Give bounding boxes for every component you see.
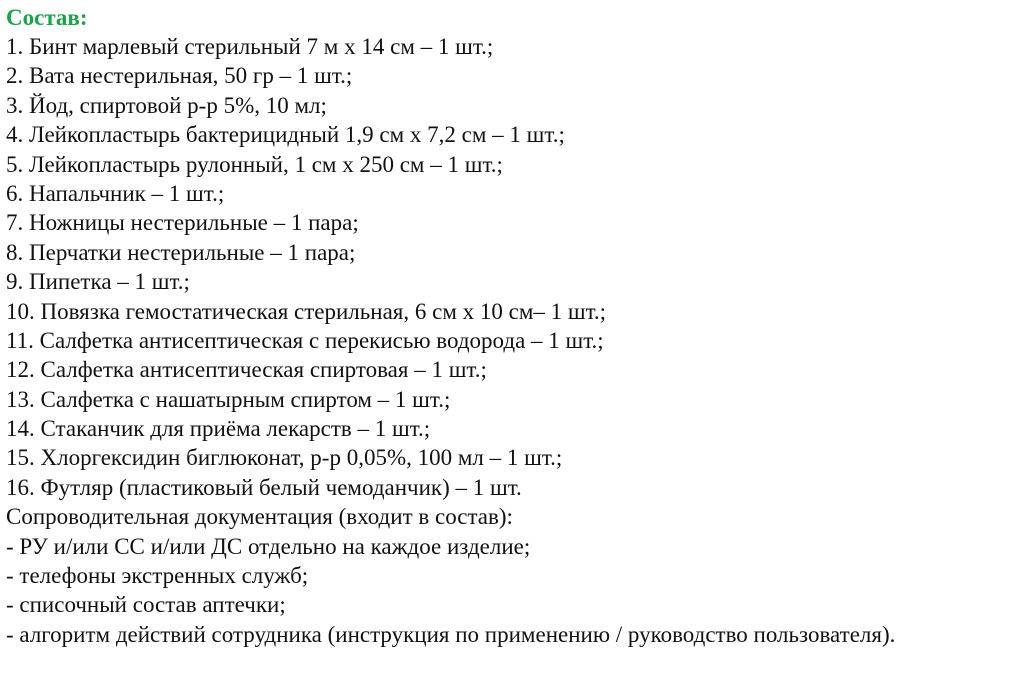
composition-item-15: 15. Хлоргексидин биглюконат, р-р 0,05%, 100 мл – 1 шт.; bbox=[6, 445, 563, 471]
composition-item-11: 11. Салфетка антисептическая с перекисью водорода – 1 шт.; bbox=[6, 327, 604, 353]
composition-item-7: 7. Ножницы нестерильные – 1 пара; bbox=[6, 210, 359, 236]
composition-item-5: 5. Лейкопластырь рулонный, 1 см х 250 см – 1 шт.; bbox=[6, 151, 503, 177]
documentation-section bbox=[6, 502, 1020, 649]
document-page bbox=[6, 4, 1020, 649]
composition-item-16: 16. Футляр (пластиковый белый чемоданчик) – 1 шт. bbox=[6, 474, 522, 500]
composition-item-1: 1. Бинт марлевый стерильный 7 м х 14 см – 1 шт.; bbox=[6, 34, 494, 59]
documentation-item-4: - алгоритм действий сотрудника (инструкция по применению / руководство пользователя). bbox=[6, 621, 896, 647]
composition-item-12: 12. Салфетка антисептическая спиртовая – 1 шт.; bbox=[6, 357, 487, 383]
documentation-item-1: - РУ и/или СС и/или ДС отдельно на каждое изделие; bbox=[6, 533, 531, 559]
composition-item-2: 2. Вата нестерильная, 50 гр – 1 шт.; bbox=[6, 63, 353, 89]
documentation-item-3: - списочный состав аптечки; bbox=[6, 592, 286, 618]
composition-item-13: 13. Салфетка с нашатырным спиртом – 1 шт.; bbox=[6, 386, 451, 412]
composition-item-14: 14. Стаканчик для приёма лекарств – 1 шт.; bbox=[6, 416, 431, 442]
composition-heading: Состав: bbox=[6, 5, 88, 30]
documentation-heading: Сопроводительная документация (входит в состав): bbox=[6, 504, 513, 530]
documentation-item-2: - телефоны экстренных служб; bbox=[6, 563, 309, 589]
composition-list bbox=[6, 32, 1020, 502]
composition-item-4: 4. Лейкопластырь бактерицидный 1,9 см х 7,2 см – 1 шт.; bbox=[6, 122, 565, 148]
composition-item-6: 6. Напальчник – 1 шт.; bbox=[6, 180, 225, 206]
composition-item-9: 9. Пипетка – 1 шт.; bbox=[6, 269, 190, 295]
composition-item-3: 3. Йод, спиртовой р-р 5%, 10 мл; bbox=[6, 92, 327, 118]
composition-item-8: 8. Перчатки нестерильные – 1 пара; bbox=[6, 239, 356, 265]
composition-item-10: 10. Повязка гемостатическая стерильная, 6 см х 10 см– 1 шт.; bbox=[6, 298, 607, 324]
